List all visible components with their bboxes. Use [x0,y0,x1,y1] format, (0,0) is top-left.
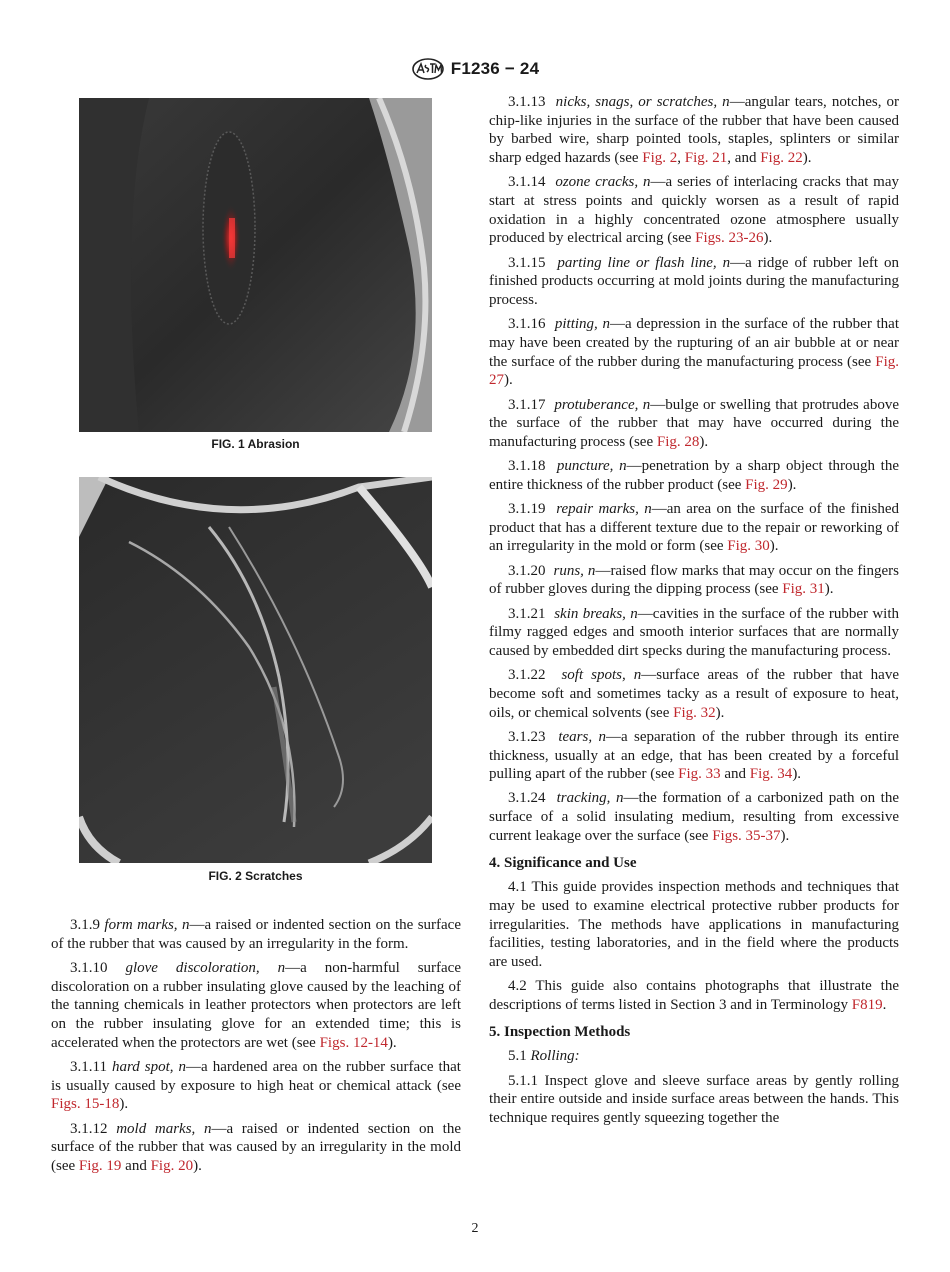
document-id: F1236 − 24 [450,59,540,78]
section-5-heading: 5. Inspection Methods [489,1023,631,1040]
astm-logo-icon [411,58,445,80]
right-column [489,93,899,1133]
definition-3-1-11: 3.1.11 hard spot, n—a hardened area on the rubber surface that is usually caused by exposure to high heat or chemical attack (see Figs. 15-18). [51,1058,461,1113]
definition-3-1-18: 3.1.18 puncture, n—penetration by a sharp object through the entire thickness of the rubber product (see Fig. 29). [489,458,900,493]
fig-ref-link[interactable]: Fig. 31 [782,581,825,598]
fig-ref-link[interactable]: Fig. 19 [78,1157,122,1174]
fig-ref-link[interactable]: Fig. 32 [673,704,716,721]
fig-ref-link[interactable]: Fig. 2 [642,150,678,167]
definition-3-1-24: 3.1.24 tracking, n—the formation of a carbonized path on the surface of a solid insulating medium, resulting from excessive current leakage over the surface (see Figs. 35-37). [489,790,899,844]
fig-ref-link[interactable]: Figs. 15-18 [51,1096,120,1113]
fig-ref-link[interactable]: Fig. 34 [749,766,793,783]
definition-3-1-19: 3.1.19 repair marks, n—an area on the surface of the finished product that has a different texture due to the repair or reworking of an irregularity in the mold or form (see Fig. 30). [489,501,900,555]
abrasion-photo [79,98,432,432]
paragraph-4-1: 4.1 This guide provides inspection methods and techniques that may be used to examine electrical protective rubber products for irregularities. The methods have applications in manufacturing facilities, testing laboratories, and in the field where the products are used. [489,879,899,971]
paragraph-5-1-1: 5.1.1 Inspect glove and sleeve surface areas by gently rolling their entire outside and inside surface areas between the hands. This technique requires gently squeezing together the [489,1072,899,1126]
definition-3-1-23: 3.1.23 tears, n—a separation of the rubber through its entire thickness, usually at an edge, that has been created by a forceful pulling apart of the rubber (see Fig. 33 and Fig. 34). [489,728,900,783]
standard-ref-link[interactable]: F819 [851,996,883,1013]
definition-3-1-10: 3.1.10 glove discoloration, n—a non-harmful surface discoloration on a rubber insulating glove caused by the leaching of the tanning chemicals in leather protectors when protectors are left on the rubber insulating glove for an extended time; this is accelerated when the protectors are wet (see Figs. 12-14). [51,959,462,1051]
figure-2-caption: FIG. 2 Scratches [208,869,303,883]
fig-ref-link[interactable]: Fig. 22 [760,150,803,167]
definition-3-1-16: 3.1.16 pitting, n—a depression in the surface of the rubber that may have been created by the rupturing of an air bubble at or near the surface of the rubber during the manufacturing process (see Fig. 27). [489,316,900,389]
paragraph-4-2: 4.2 This guide also contains photographs that illustrate the descriptions of terms listed in Section 3 and in Terminology F819. [489,978,899,1013]
fig-ref-link[interactable]: Figs. 23-26 [695,230,764,247]
fig-ref-link[interactable]: Fig. 29 [745,476,788,493]
definition-3-1-13: 3.1.13 nicks, snags, or scratches, n—angular tears, notches, or chip-like injuries in the surface of the rubber that have been caused by barbed wire, sharp pointed tools, staples, splinters or similar sharp edged hazards (see Fig. 2, Fig. 21, and Fig. 22). [489,94,900,167]
definition-3-1-20: 3.1.20 runs, n—raised flow marks that may occur on the fingers of rubber gloves during the dipping process (see Fig. 31). [489,562,900,598]
definition-3-1-14: 3.1.14 ozone cracks, n—a series of interlacing cracks that may start at stress points and quickly worsen as a result of rapid oxidation in a highly concentrated ozone atmosphere usually produced by electrical arcing (see Figs. 23-26). [489,174,899,247]
definition-3-1-21: 3.1.21 skin breaks, n—cavities in the surface of the rubber with filmy ragged edges and smooth interior surfaces that are normally caused by embedded dirt specks during the manufacturing process. [489,605,899,659]
section-4-heading: 4. Significance and Use [489,854,637,871]
figure-1-caption: FIG. 1 Abrasion [211,437,300,451]
fig-ref-link[interactable]: Fig. 28 [656,433,700,450]
definition-3-1-17: 3.1.17 protuberance, n—bulge or swelling that protrudes above the surface of the rubber that may have occurred during the manufacturing process (see Fig. 28). [489,396,899,450]
fig-ref-link[interactable]: Figs. 12-14 [319,1034,388,1051]
fig-ref-link[interactable]: Fig. 21 [684,150,728,167]
fig-ref-link[interactable]: Fig. 20 [150,1157,194,1174]
definition-3-1-22: 3.1.22 soft spots, n—surface areas of the rubber that have become soft and sometimes tacky as a result of exposure to heat, oils, or chemical solvents (see Fig. 32). [489,667,899,721]
definition-3-1-12: 3.1.12 mold marks, n—a raised or indented section on the surface of the rubber that was caused by an irregularity in the mold (see Fig. 19 and Fig. 20). [51,1120,461,1174]
fig-ref-link[interactable]: Fig. 27 [489,353,899,389]
page-header [0,56,950,82]
fig-ref-link[interactable]: Figs. 35-37 [712,827,781,844]
scratches-photo [79,477,432,863]
definition-3-1-15: 3.1.15 parting line or flash line, n—a ridge of rubber left on finished products occurring at mold joints during the manufacturing process. [489,254,900,309]
left-column [51,916,461,1181]
paragraph-5-1: 5.1 Rolling: [508,1048,580,1065]
fig-ref-link[interactable]: Fig. 30 [727,538,770,555]
page-number: 2 [471,1221,479,1236]
fig-ref-link[interactable]: Fig. 33 [678,766,721,783]
definition-3-1-9: 3.1.9 form marks, n—a raised or indented section on the surface of the rubber that was caused by an irregularity in the form. [51,917,462,952]
